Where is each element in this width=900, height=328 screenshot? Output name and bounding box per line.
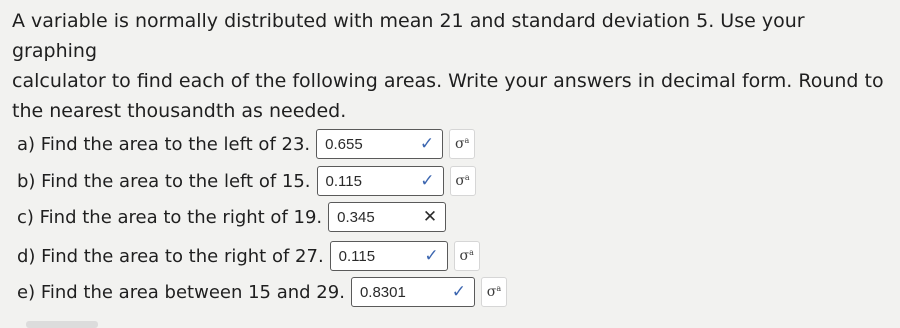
question-d-row: [17, 240, 480, 272]
question-c-label: c) Find the area to the right of 19.: [17, 206, 323, 228]
answer-d-input[interactable]: [330, 241, 448, 271]
answer-a-value: 0.655: [325, 135, 363, 153]
question-c-row: [17, 201, 446, 233]
sigma-icon[interactable]: σ a: [454, 241, 480, 271]
checkmark-icon: ✓: [451, 282, 466, 302]
prompt-line-1: A variable is normally distributed with mean 21 and standard deviation 5. Use your graphing: [12, 10, 805, 62]
answer-b-input[interactable]: [317, 166, 444, 196]
question-b-row: [17, 165, 476, 197]
question-d-label: d) Find the area to the right of 27.: [17, 245, 324, 267]
question-b-label: b) Find the area to the left of 15.: [17, 170, 311, 192]
question-e-label: e) Find the area between 15 and 29.: [17, 281, 345, 303]
question-a-row: [17, 128, 475, 160]
prompt-line-2: calculator to find each of the following areas. Write your answers in decimal form. Round to: [12, 70, 884, 92]
answer-c-input[interactable]: [328, 202, 446, 232]
checkmark-icon: ✓: [420, 171, 435, 191]
checkmark-icon: ✓: [424, 246, 439, 266]
sigma-icon[interactable]: σ a: [450, 166, 476, 196]
sigma-icon[interactable]: σ a: [481, 277, 507, 307]
checkmark-icon: ✓: [419, 134, 435, 154]
prompt-line-3: the nearest thousandth as needed.: [12, 100, 347, 122]
question-prompt: [12, 6, 892, 126]
answer-a-input[interactable]: [316, 129, 443, 159]
question-a-label: a) Find the area to the left of 23.: [17, 133, 311, 155]
answer-b-value: 0.115: [325, 172, 362, 190]
x-icon: ✕: [422, 207, 438, 227]
answer-e-input[interactable]: [351, 277, 475, 307]
answer-d-value: 0.115: [338, 247, 376, 265]
sigma-icon[interactable]: σ a: [449, 129, 475, 159]
answer-c-value: 0.345: [337, 208, 375, 226]
question-e-row: [17, 276, 507, 308]
answer-e-value: 0.8301: [359, 283, 406, 301]
bottom-edge-bar: [26, 321, 98, 328]
